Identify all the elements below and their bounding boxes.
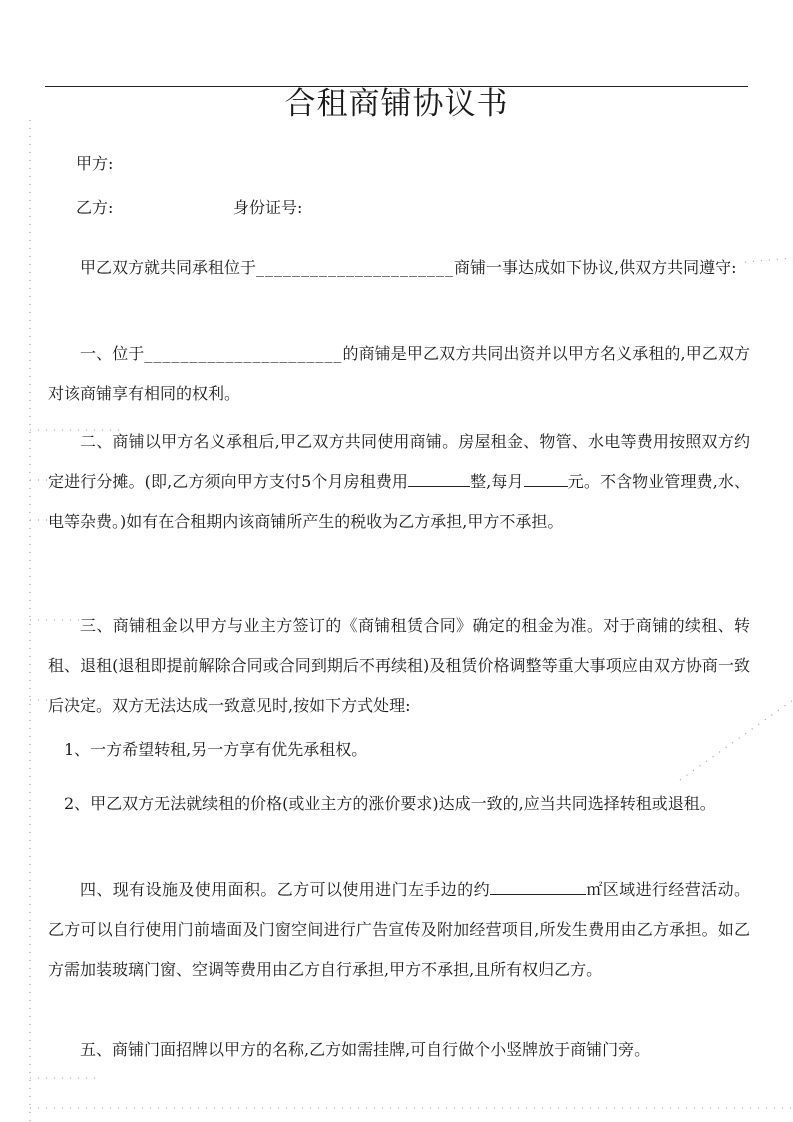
party-b-label: 乙方: <box>76 198 114 217</box>
clause-2 <box>48 422 750 542</box>
clause-1-after: 的商铺是甲乙双方共同出资并以甲方名义承租的,甲乙双方对该商铺享有相同的权利。 <box>48 344 750 403</box>
document-title: 合租商铺协议书 <box>284 86 509 122</box>
item-2: 2、甲乙双方无法就续租的价格(或业主方的涨价要求)达成一致的,应当共同选择转租或退租。 <box>64 794 716 813</box>
clause-3: 三、商铺租金以甲方与业主方签订的《商铺租赁合同》确定的租金为准。对于商铺的续租、转租、退租(退租即提前解除合同或合同到期后不再续租)及租赁价格调整等重大事项应由双方协商一致后决定。双方无法达成一致意见时,按如下方式处理: <box>48 616 750 715</box>
clause-1-before: 一、位于 <box>80 344 145 363</box>
area-blank <box>490 880 586 895</box>
intro-paragraph <box>48 248 750 288</box>
clause-2-part-2: 整,每月 <box>470 472 524 491</box>
clause-4-part-2: ㎡区域进行经营活动。乙方可以自行使用门前墙面及门窗空间进行广告宣传及附加经营项目,所发生费用由乙方承担。如乙方需加装玻璃门窗、空调等费用由乙方自行承担,甲方不承担,且所有权归乙方。 <box>48 880 750 979</box>
intro-text-before: 甲乙双方就共同承租位于 <box>80 258 257 277</box>
party-a-label: 甲方: <box>76 154 114 173</box>
monthly-amount-blank <box>524 472 568 487</box>
clause-2-part-3: 元。不含物业管理费,水、电等杂费。)如有在合租期内该商铺所产生的税收为乙方承担,甲方不承担。 <box>48 472 751 531</box>
clause-4 <box>48 870 750 990</box>
id-number-label: 身份证号: <box>233 198 303 217</box>
intro-text-after: 商铺一事达成如下协议,供双方共同遵守: <box>454 258 737 277</box>
clause-1 <box>48 334 750 414</box>
clause-5: 五、商铺门面招牌以甲方的名称,乙方如需挂牌,可自行做个小竖牌放于商铺门旁。 <box>80 1040 651 1059</box>
clause-4-part-1: 四、现有设施及使用面积。乙方可以使用进门左手边的约 <box>80 880 490 899</box>
clause-2-part-1: 二、商铺以甲方名义承租后,甲乙双方共同使用商铺。房屋租金、物管、水电等费用按照双方约定进行分摊。(即,乙方须向甲方支付5个月房租费用 <box>48 432 750 491</box>
rent-amount-blank <box>408 472 470 487</box>
item-1: 1、一方希望转租,另一方享有优先承租权。 <box>64 740 368 759</box>
location-blank: ______________________ <box>256 258 455 277</box>
shop-location-blank: ______________________ <box>144 344 343 363</box>
